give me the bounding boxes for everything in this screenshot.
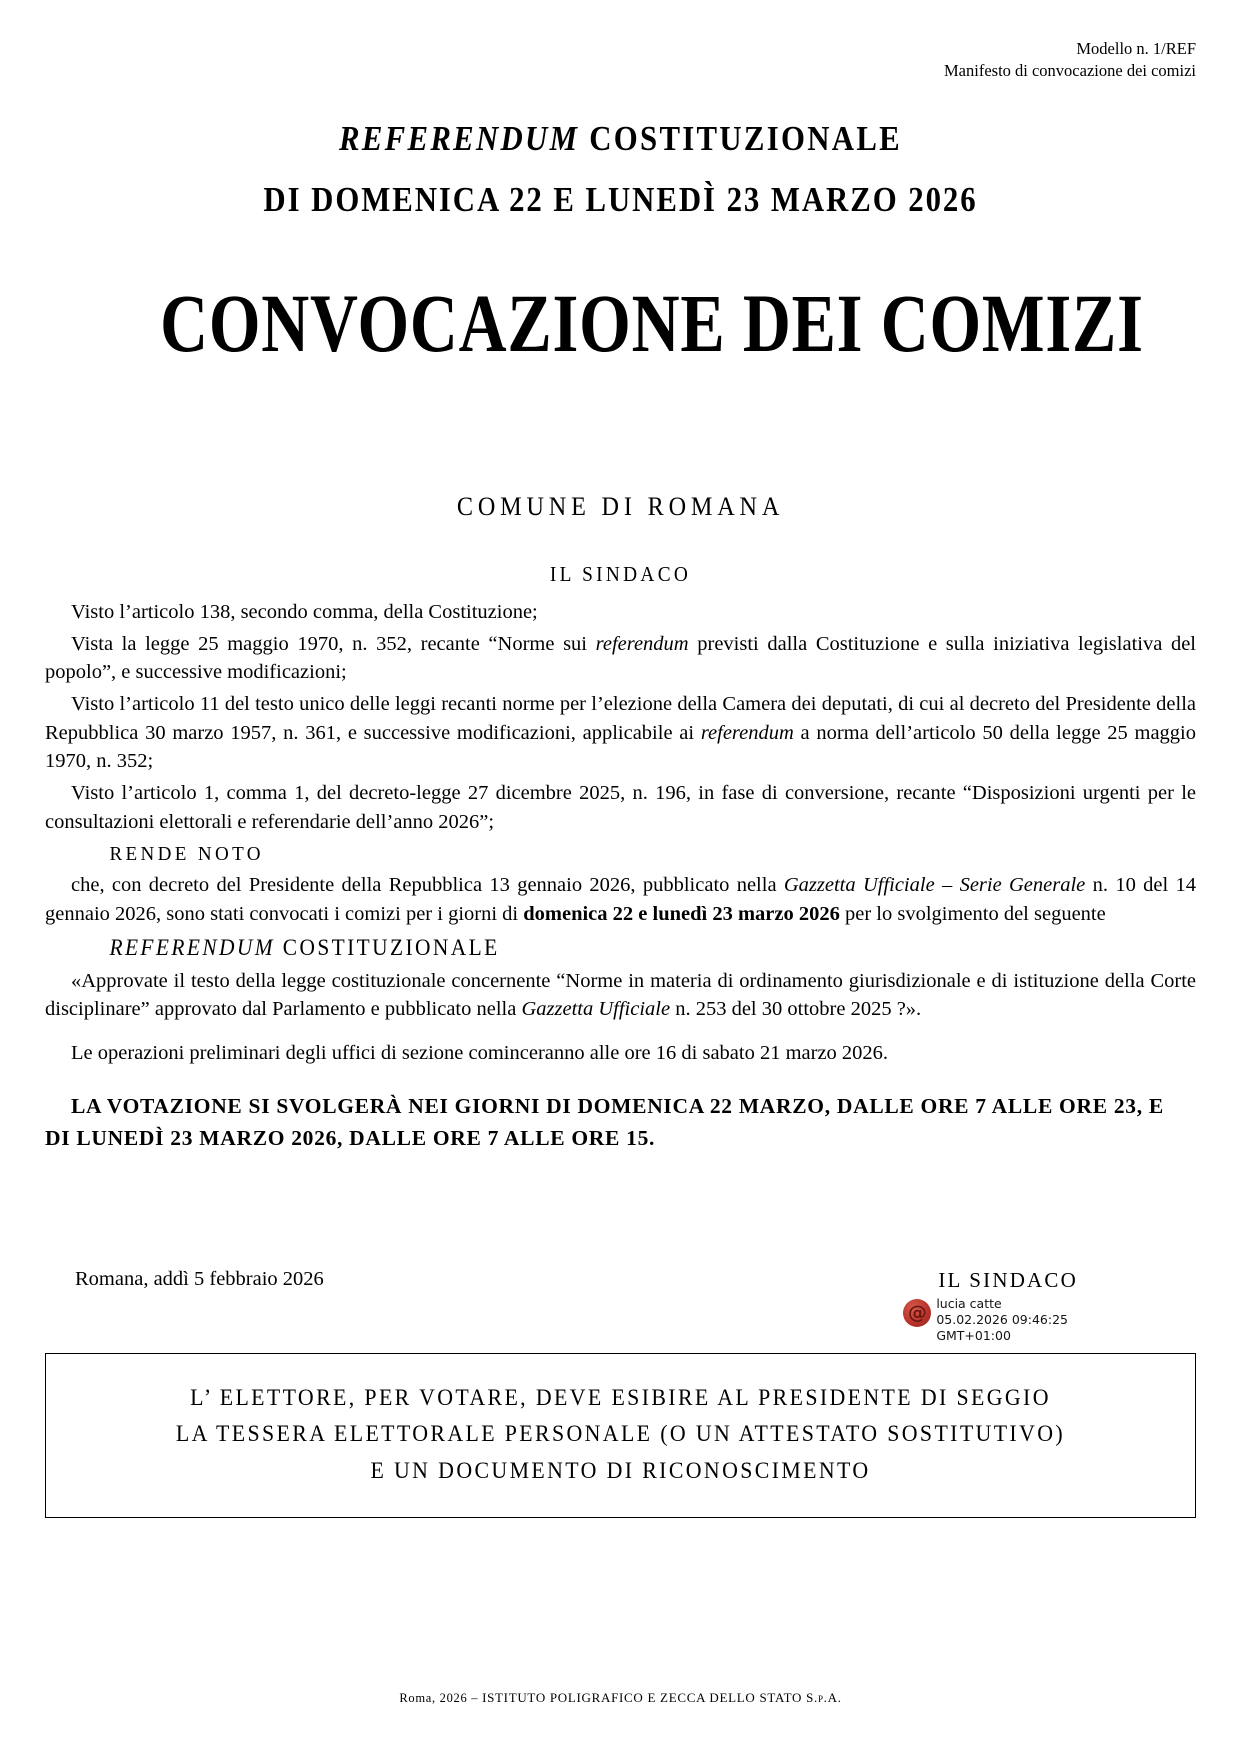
wax-seal-icon <box>903 1299 931 1327</box>
notice-line-3: E UN DOCUMENTO DI RICONOSCIMENTO <box>370 1457 871 1483</box>
paragraph-vista-legge-352 <box>45 630 1196 687</box>
title-referendum-word: REFERENDUM <box>338 119 580 158</box>
voter-notice-box <box>45 1353 1196 1518</box>
paragraph-text-a: Vista la legge 25 maggio 1970, n. 352, recante “Norme sui <box>71 632 596 655</box>
signature-row <box>45 1268 1196 1358</box>
paragraph-text-a: che, con decreto del Presidente della Repubblica 13 gennaio 2026, pubblicato nella <box>71 874 784 897</box>
italic-gazzetta-ufficiale: Gazzetta Ufficiale <box>521 998 671 1021</box>
bold-election-dates: domenica 22 e lunedì 23 marzo 2026 <box>523 902 840 925</box>
stamp-timestamp: 05.02.2026 09:46:25 <box>936 1312 1068 1327</box>
paragraph-convocazione-comizi <box>45 871 1196 928</box>
paragraph-text: Visto l’articolo 1, comma 1, del decreto-legge 27 dicembre 2025, n. 196, in fase di conversione, recante “Disposizioni urgenti per le consultazioni elettorali e referendarie dell’anno 2026”; <box>45 782 1196 833</box>
model-description: Manifesto di convocazione dei comizi <box>944 60 1196 80</box>
paragraph-text-a: Visto l’articolo 11 del testo unico delle leggi recanti norme per l’elezione della Camera dei deputati, di cui al decreto del Presidente della Repubblica 30 marzo 1957, n. 361, e successive modificazioni, applicabile ai <box>45 693 1196 744</box>
paragraph-text-c: per lo svolgimento del seguente <box>839 902 1106 925</box>
footer-prefix: Roma, 2026 – <box>399 1691 483 1705</box>
paragraph-visto-138 <box>45 598 1196 627</box>
italic-referendum: referendum <box>595 632 689 655</box>
paragraph-visto-decreto-legge <box>45 779 1196 836</box>
voting-hours-declaration <box>45 1090 1196 1155</box>
paragraph-text-b: n. 253 del 30 ottobre 2025 ?». <box>670 998 922 1021</box>
digital-signature-stamp <box>903 1296 1068 1344</box>
heading-referendum-word: REFERENDUM <box>109 934 276 960</box>
referendum-costituzionale-heading <box>85 932 1155 964</box>
stamp-signer-name: lucia catte <box>936 1296 1002 1311</box>
footer-imprint <box>45 1690 1196 1706</box>
place-and-date: Romana, addì 5 febbraio 2026 <box>75 1268 324 1290</box>
sindaco-heading: IL SINDACO <box>549 562 692 586</box>
heading-costituzionale-word: COSTITUZIONALE <box>275 934 500 960</box>
paragraph-visto-art11 <box>45 690 1196 776</box>
paragraph-text-b: previsti dalla Costituzione e sulla iniziativa legislativa del popolo”, e successive modificazioni; <box>45 632 1196 684</box>
poster-title-group <box>45 118 1196 369</box>
footer-publisher: ISTITUTO POLIGRAFICO E ZECCA DELLO STATO S.p.A. <box>482 1690 842 1705</box>
title-election-date: DI DOMENICA 22 E LUNEDÌ 23 MARZO 2026 <box>263 180 978 220</box>
italic-gazzetta-ufficiale: Gazzetta Ufficiale – Serie Generale <box>783 874 1086 897</box>
paragraph-operazioni-preliminari <box>45 1039 1196 1068</box>
paragraph-text-b: n. 10 del 14 gennaio 2026, sono stati convocati i comizi per i giorni di <box>45 874 1196 925</box>
paragraph-quesito-referendario <box>45 967 1196 1024</box>
form-model-reference <box>944 38 1196 82</box>
paragraph-text-b: a norma dell’articolo 50 della legge 25 maggio 1970, n. 352; <box>45 721 1197 773</box>
stamp-timezone: GMT+01:00 <box>936 1328 1011 1343</box>
model-number: Modello n. 1/REF <box>1076 39 1196 58</box>
page-title: CONVOCAZIONE DEI COMIZI <box>160 276 1144 369</box>
paragraph-text: Le operazioni preliminari degli uffici di sezione cominceranno alle ore 16 di sabato 21 marzo 2026. <box>71 1042 889 1065</box>
declaration-line-1: LA VOTAZIONE SI SVOLGERÀ NEI GIORNI DI DOMENICA 22 MARZO, DALLE ORE 7 ALLE ORE 23, E <box>71 1093 1164 1118</box>
italic-referendum: referendum <box>700 721 794 744</box>
title-costituzionale-word: COSTITUZIONALE <box>579 119 902 158</box>
rende-noto-heading: RENDE NOTO <box>109 842 264 865</box>
notice-line-1: L’ ELETTORE, PER VOTARE, DEVE ESIBIRE AL PRESIDENTE DI SEGGIO <box>190 1385 1051 1410</box>
paragraph-text: Visto l’articolo 138, secondo comma, della Costituzione; <box>71 601 538 623</box>
signature-role-label: IL SINDACO <box>938 1268 1078 1292</box>
notice-line-2: LA TESSERA ELETTORALE PERSONALE (O UN ATTESTATO SOSTITUTIVO) <box>175 1421 1066 1447</box>
comune-name: COMUNE DI ROMANA <box>456 492 785 521</box>
title-referendum-line <box>114 118 1127 159</box>
document-body <box>45 598 1196 1155</box>
declaration-line-2: DI LUNEDÌ 23 MARZO 2026, DALLE ORE 7 ALLE ORE 15. <box>45 1126 656 1151</box>
stamp-details <box>936 1296 1068 1344</box>
paragraph-text-a: «Approvate il testo della legge costituzionale concernente “Norme in materia di ordinamento giurisdizionale e di istituzione della Corte disciplinare” approvato dal Parlamento e pubblicato nella <box>45 969 1196 1021</box>
